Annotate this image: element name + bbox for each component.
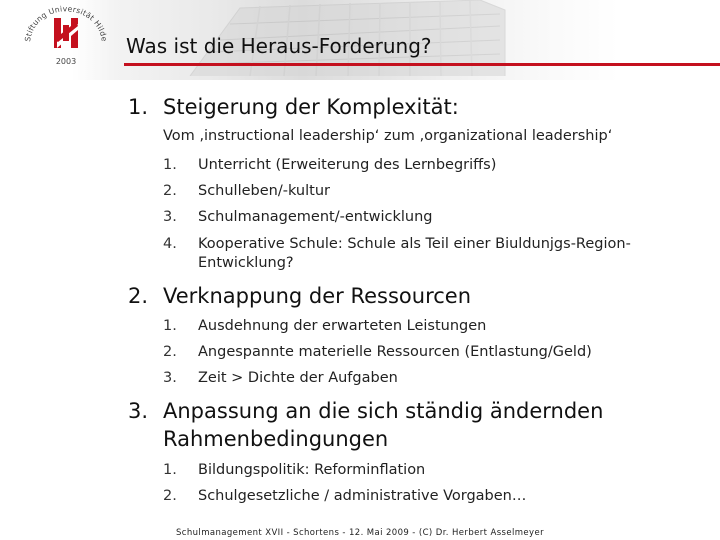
section-number: 2.	[128, 284, 149, 308]
university-logo	[18, 4, 114, 70]
title-underline	[124, 63, 720, 66]
section-2-heading	[128, 282, 471, 310]
list-item: 4. Kooperative Schule: Schule als Teil einer Biuldunjgs-Region- Entwicklung?	[163, 236, 631, 271]
section-number: 1.	[128, 95, 149, 119]
slide-footer: Schulmanagement XVII - Schortens - 12. Mai 2009 - (C) Dr. Herbert Asselmeyer	[175, 528, 545, 538]
section-title: Steigerung der Komplexität:	[163, 95, 459, 119]
section-1-heading	[128, 93, 459, 121]
section-3-heading-line2: Rahmenbedingungen	[163, 427, 389, 451]
section-title-line1: Anpassung an die sich ständig ändernden	[163, 399, 604, 423]
section-3-heading	[128, 397, 603, 425]
section-title: Verknappung der Ressourcen	[163, 284, 472, 308]
slide-header	[0, 0, 720, 80]
section-1-intro: Vom ‚instructional leadership‘ zum ‚organizational leadership‘	[163, 128, 613, 144]
slide-title: Was ist die Heraus-Forderung?	[126, 34, 432, 58]
svg-text:2003: 2003	[55, 57, 77, 66]
svg-text:Stiftung Universität Hildeshei: Stiftung Universität Hilde	[23, 4, 109, 43]
section-number: 3.	[128, 399, 149, 423]
